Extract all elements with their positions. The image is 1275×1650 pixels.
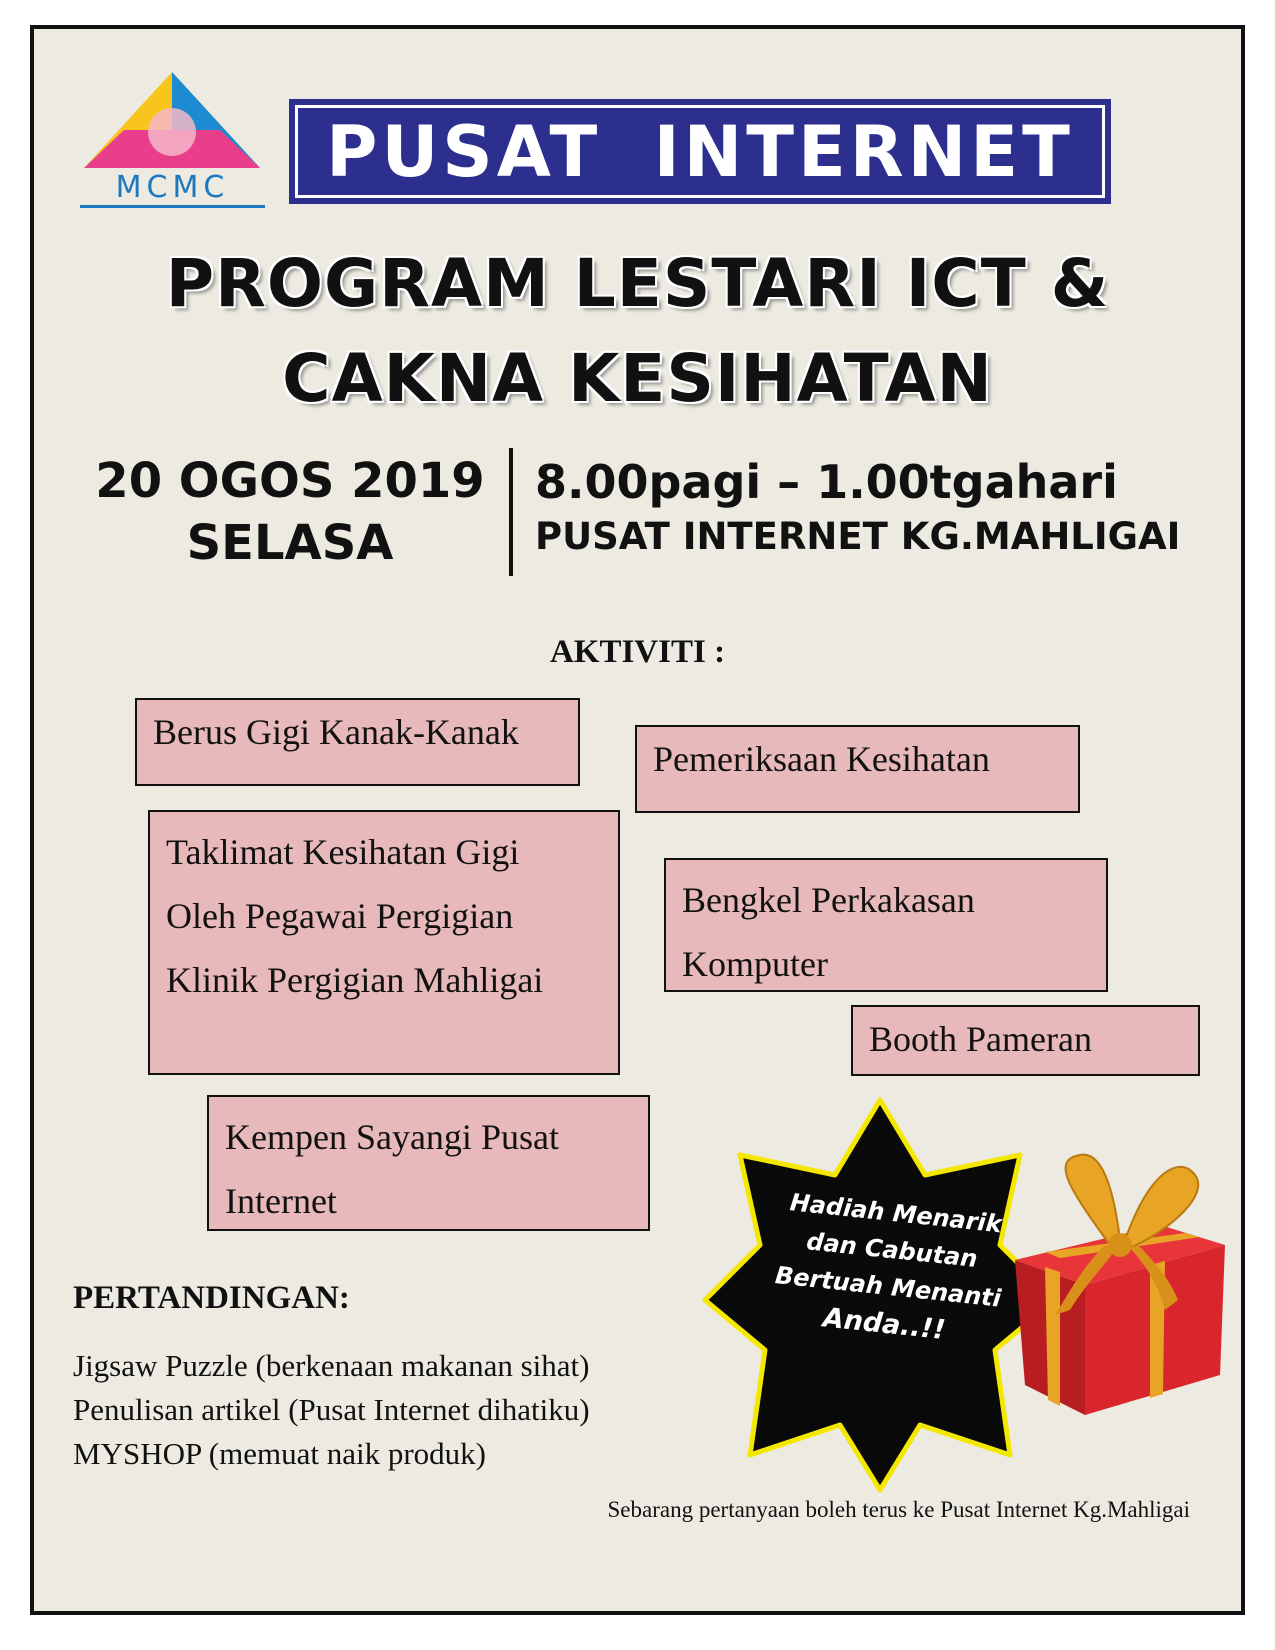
promo-line: Bertuah Menanti [773, 1261, 1003, 1313]
pertandingan-heading: PERTANDINGAN: [73, 1280, 350, 1316]
activity-text: Internet [225, 1181, 337, 1221]
banner-text: PUSAT INTERNET [326, 110, 1074, 193]
activity-box [851, 1005, 1200, 1076]
pertandingan-item: MYSHOP (memuat naik produk) [73, 1436, 487, 1471]
event-place: PUSAT INTERNET KG.MAHLIGAI [535, 515, 1181, 558]
activity-text: Oleh Pegawai Pergigian [166, 896, 514, 936]
promo-line: Hadiah Menarik [788, 1188, 1004, 1239]
time-place-block [535, 452, 1180, 562]
activity-text: Klinik Pergigian Mahligai [166, 960, 544, 1000]
title-line-2: CAKNA KESIHATAN [282, 340, 993, 417]
logo-text: MCMC [115, 170, 230, 205]
activity-box [635, 725, 1080, 813]
activity-text: Pemeriksaan Kesihatan [653, 739, 990, 779]
pertandingan-item: Jigsaw Puzzle (berkenaan makanan sihat) [73, 1348, 590, 1383]
date-time-divider [509, 448, 513, 576]
activity-text: Taklimat Kesihatan Gigi [166, 832, 520, 872]
logo-underline [80, 205, 265, 208]
activity-box [207, 1095, 650, 1231]
event-time: 8.00pagi – 1.00tgahari [535, 455, 1118, 509]
mcmc-logo-triangle-icon [80, 70, 265, 170]
mcmc-logo [80, 70, 265, 210]
event-date: 20 OGOS 2019 [95, 453, 485, 509]
event-day: SELASA [186, 515, 394, 571]
pertandingan-item: Penulisan artikel (Pusat Internet dihatiku) [73, 1392, 590, 1427]
activity-box [664, 858, 1108, 992]
promo-line: dan Cabutan [805, 1227, 979, 1273]
banner-border [295, 105, 1105, 198]
activity-text: Kempen Sayangi Pusat [225, 1117, 559, 1157]
activity-text: Booth Pameran [869, 1019, 1092, 1059]
footer-note: Sebarang pertanyaan boleh terus ke Pusat Internet Kg.Mahligai [607, 1497, 1190, 1522]
promo-line: Anda..!! [821, 1302, 947, 1347]
aktiviti-heading: AKTIVITI : [549, 634, 726, 670]
title-line-1: PROGRAM LESTARI ICT & [165, 245, 1110, 322]
pusat-internet-banner [289, 99, 1111, 204]
activity-text: Bengkel Perkakasan [682, 880, 975, 920]
activity-box [135, 698, 580, 786]
promo-text [753, 1182, 1027, 1356]
activity-text: Komputer [682, 944, 828, 984]
pertandingan-list [73, 1344, 590, 1476]
date-block [90, 450, 490, 574]
activity-text: Berus Gigi Kanak-Kanak [153, 712, 519, 752]
activity-box [148, 810, 620, 1075]
gift-box-icon [1010, 1150, 1230, 1420]
